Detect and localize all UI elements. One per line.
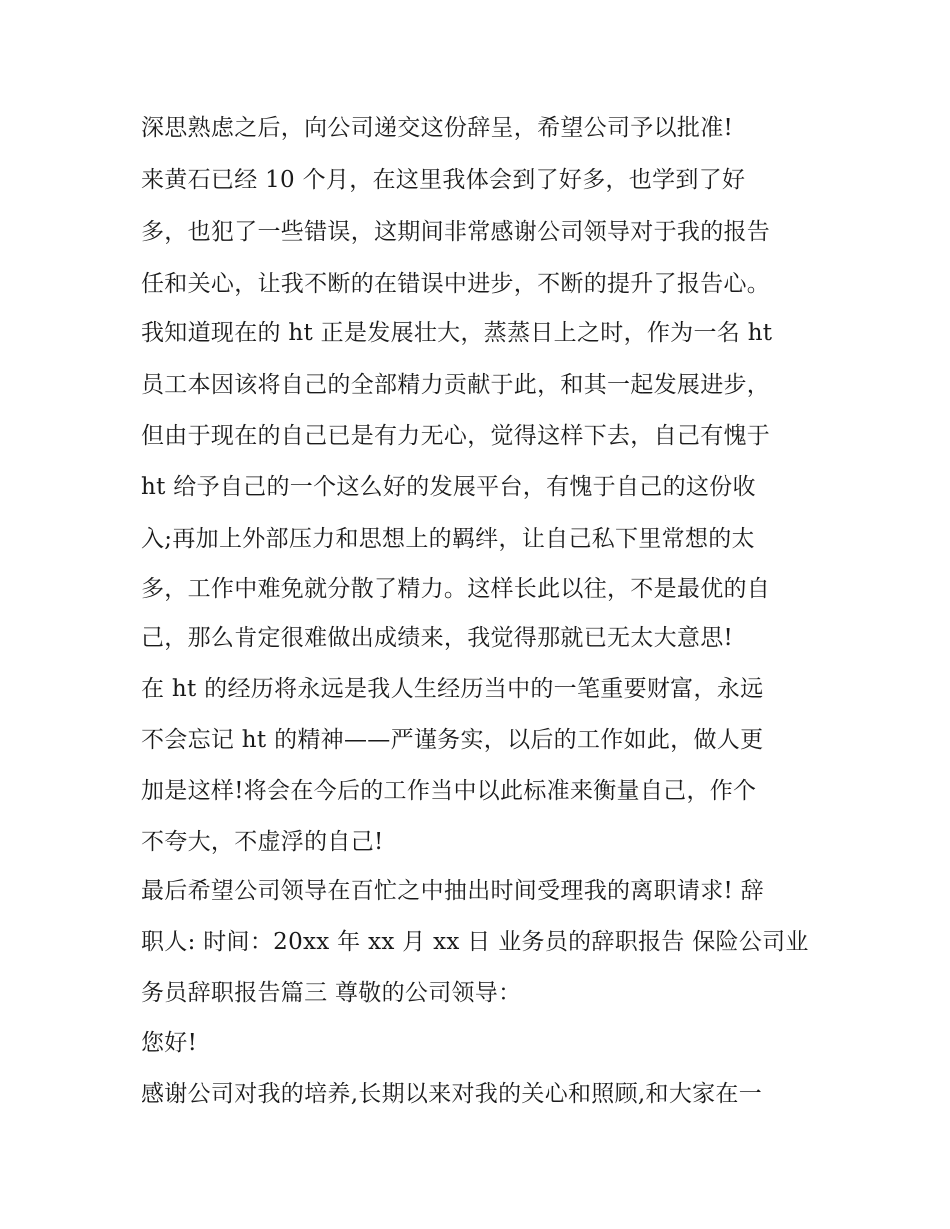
text-line: 己，那么肯定很难做出成绩来，我觉得那就已无太大意思!	[141, 625, 734, 651]
text-line: 感谢公司对我的培养,长期以来对我的关心和照顾,和大家在一	[141, 1081, 763, 1107]
text-line: 最后希望公司领导在百忙之中抽出时间受理我的离职请求! 辞	[141, 878, 764, 904]
text-line: 入;再加上外部压力和思想上的羁绊，让自己私下里常想的太	[141, 526, 755, 552]
text-line: 加是这样!将会在今后的工作当中以此标准来衡量自己，作个	[141, 778, 757, 804]
text-line: 多，也犯了一些错误，这期间非常感谢公司领导对于我的报告	[141, 219, 771, 245]
text-line: 我知道现在的 ht 正是发展壮大，蒸蒸日上之时，作为一名 ht	[141, 320, 773, 346]
text-line: 任和关心，让我不断的在错误中进步，不断的提升了报告心。	[141, 271, 771, 297]
text-line: 来黄石已经 10 个月，在这里我体会到了好多，也学到了好	[141, 167, 746, 193]
text-line: 在 ht 的经历将永远是我人生经历当中的一笔重要财富，永远	[141, 676, 764, 702]
text-line: 不夸大，不虚浮的自己!	[141, 829, 384, 855]
text-line: 多，工作中难免就分散了精力。这样长此以往，不是最优的自	[141, 576, 771, 602]
text-line: 不会忘记 ht 的精神——严谨务实，以后的工作如此，做人更	[141, 727, 764, 753]
text-line: 深思熟虑之后，向公司递交这份辞呈，希望公司予以批准!	[141, 115, 734, 141]
text-line: 您好!	[141, 1030, 198, 1056]
text-line: ht 给予自己的一个这么好的发展平台，有愧于自己的这份收	[141, 474, 756, 500]
text-line: 员工本因该将自己的全部精力贡献于此，和其一起发展进步，	[141, 372, 771, 398]
text-line: 务员辞职报告篇三 尊敬的公司领导：	[141, 980, 522, 1006]
text-line: 职人: 时间：20xx 年 xx 月 xx 日 业务员的辞职报告 保险公司业	[141, 929, 809, 955]
text-line: 但由于现在的自己已是有力无心，觉得这样下去，自己有愧于	[141, 423, 771, 449]
